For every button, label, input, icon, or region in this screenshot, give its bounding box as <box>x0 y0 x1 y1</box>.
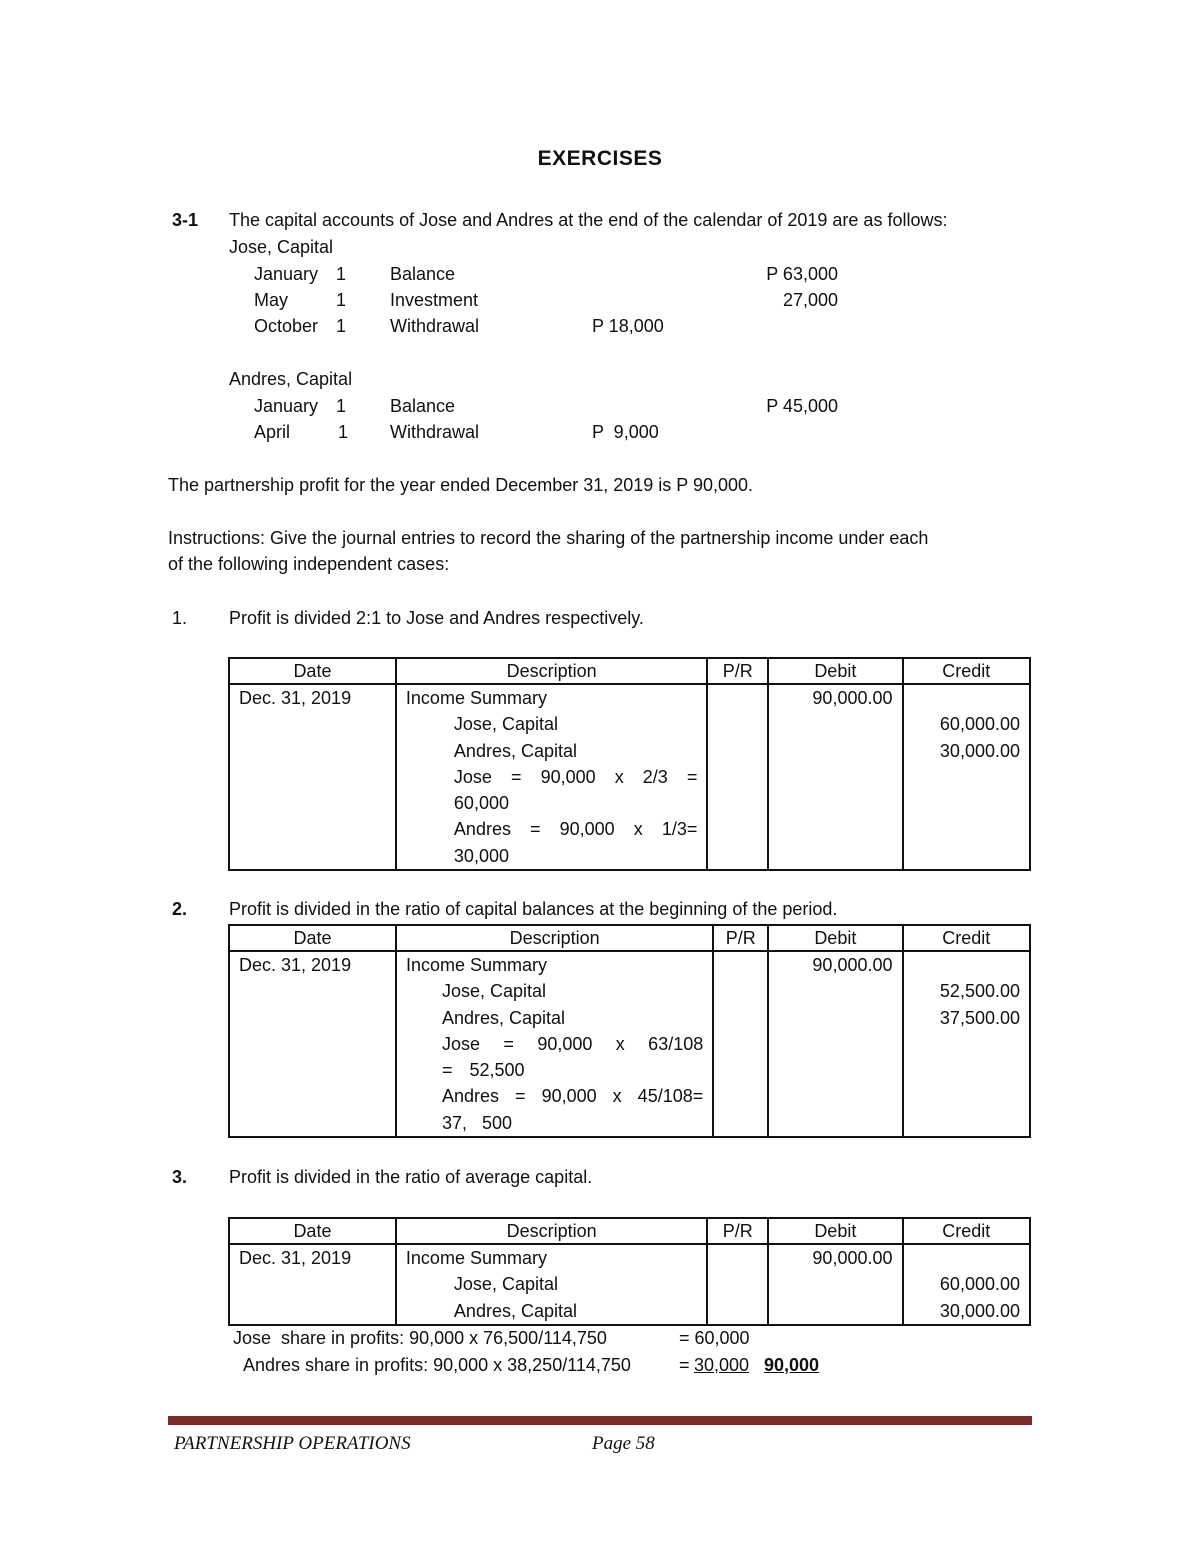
footer-section-title: PARTNERSHIP OPERATIONS <box>174 1433 411 1454</box>
ledger-month: January <box>254 396 319 416</box>
note-jose-share: Jose share in profits: 90,000 x 76,500/114,750 <box>233 1328 607 1348</box>
entry-credit <box>903 951 1031 1137</box>
entry-credit-amount: 60,000.00 <box>939 714 1020 735</box>
journal-table-case-1 <box>228 657 1031 871</box>
ledger-debit: P 9,000 <box>592 422 659 442</box>
case-number: 3. <box>172 1167 188 1187</box>
entry-account: Jose, Capital <box>453 1274 558 1295</box>
jose-capital-heading: Jose, Capital <box>229 237 334 257</box>
entry-debit: 90,000.00 <box>768 1244 902 1325</box>
ledger-desc: Withdrawal <box>390 316 480 336</box>
profit-statement: The partnership profit for the year ended December 31, 2019 is P 90,000. <box>168 475 754 495</box>
entry-debit: 90,000.00 <box>768 951 902 1137</box>
ledger-day: 1 <box>336 396 347 416</box>
table-row <box>229 684 1030 870</box>
entry-debit: 90,000.00 <box>768 684 902 870</box>
col-description: Description <box>396 658 707 684</box>
entry-credit-amount: 37,500.00 <box>939 1007 1020 1028</box>
col-pr: P/R <box>707 658 768 684</box>
ledger-desc: Investment <box>390 290 479 310</box>
ledger-credit: P 45,000 <box>766 396 838 416</box>
col-pr: P/R <box>713 925 768 951</box>
col-credit: Credit <box>903 1218 1031 1244</box>
ledger-month: January <box>254 264 319 284</box>
entry-account: Income Summary <box>405 688 547 708</box>
ledger-desc: Withdrawal <box>390 422 480 442</box>
entry-account: Andres, Capital <box>441 1007 566 1028</box>
exercise-number: 3-1 <box>172 210 199 230</box>
col-debit: Debit <box>768 925 902 951</box>
ledger-day: 1 <box>338 422 349 442</box>
entry-credit-amount: 30,000.00 <box>939 1300 1020 1321</box>
col-pr: P/R <box>707 1218 768 1244</box>
ledger-desc: Balance <box>390 396 456 416</box>
col-credit: Credit <box>903 925 1031 951</box>
entry-description <box>396 1244 707 1325</box>
entry-date: Dec. 31, 2019 <box>229 684 396 870</box>
col-credit: Credit <box>903 658 1031 684</box>
col-description: Description <box>396 1218 707 1244</box>
journal-table-case-3 <box>228 1217 1031 1326</box>
col-debit: Debit <box>768 1218 902 1244</box>
note-andres-result: 30,000 <box>694 1355 750 1375</box>
entry-description <box>396 951 713 1137</box>
ledger-month: April <box>254 422 291 442</box>
entry-credit-amount: 30,000.00 <box>939 740 1020 761</box>
ledger-desc: Balance <box>390 264 456 284</box>
col-date: Date <box>229 658 396 684</box>
ledger-day: 1 <box>336 264 347 284</box>
ledger-credit: P 63,000 <box>766 264 838 284</box>
entry-calculation: Andres = 90,000 x 45/108= 37, 500 <box>441 1086 704 1133</box>
note-andres-share: Andres share in profits: 90,000 x 38,250/114,750 <box>243 1355 631 1375</box>
journal-table-case-2 <box>228 924 1031 1138</box>
entry-credit-amount: 52,500.00 <box>939 981 1020 1002</box>
note-total: 90,000 <box>764 1355 820 1375</box>
entry-date: Dec. 31, 2019 <box>229 1244 396 1325</box>
entry-credit <box>903 684 1031 870</box>
exercise-intro: The capital accounts of Jose and Andres at the end of the calendar of 2019 are as follows: <box>229 210 948 230</box>
note-andres-equals: = <box>679 1355 690 1375</box>
entry-pr <box>713 951 768 1137</box>
entry-account: Income Summary <box>405 1248 547 1268</box>
case-text: Profit is divided in the ratio of average capital. <box>229 1167 593 1187</box>
entry-description <box>396 684 707 870</box>
ledger-credit: 27,000 <box>782 290 838 310</box>
table-row <box>229 1244 1030 1325</box>
ledger-day: 1 <box>336 290 347 310</box>
footer-page-number: Page 58 <box>592 1433 655 1454</box>
instructions-line-2: of the following independent cases: <box>168 554 450 574</box>
ledger-month: October <box>254 316 319 336</box>
ledger-day: 1 <box>336 316 347 336</box>
ledger-month: May <box>254 290 289 310</box>
entry-account: Jose, Capital <box>441 981 547 1002</box>
entry-account: Andres, Capital <box>453 1300 577 1321</box>
entry-credit <box>903 1244 1031 1325</box>
case-number: 2. <box>172 899 188 919</box>
case-text: Profit is divided in the ratio of capital balances at the beginning of the period. <box>229 899 838 919</box>
page-title: EXERCISES <box>537 147 663 170</box>
entry-calculation: Andres = 90,000 x 1/3= 30,000 <box>453 819 698 866</box>
col-date: Date <box>229 1218 396 1244</box>
entry-account: Income Summary <box>405 955 548 975</box>
case-number: 1. <box>172 608 188 628</box>
table-row <box>229 951 1030 1137</box>
entry-calculation: Jose = 90,000 x 2/3 = 60,000 <box>453 766 698 814</box>
entry-pr <box>707 1244 768 1325</box>
entry-account: Jose, Capital <box>453 714 558 735</box>
andres-capital-heading: Andres, Capital <box>229 369 353 389</box>
entry-account: Andres, Capital <box>453 740 577 761</box>
col-description: Description <box>396 925 713 951</box>
col-debit: Debit <box>768 658 902 684</box>
entry-credit-amount: 60,000.00 <box>939 1274 1020 1295</box>
entry-pr <box>707 684 768 870</box>
case-text: Profit is divided 2:1 to Jose and Andres respectively. <box>229 608 644 628</box>
instructions-line-1: Instructions: Give the journal entries to record the sharing of the partnership income under each <box>168 528 929 548</box>
ledger-debit: P 18,000 <box>592 316 664 336</box>
note-jose-result: = 60,000 <box>679 1328 750 1348</box>
entry-calculation: Jose = 90,000 x 63/108 = 52,500 <box>441 1033 704 1081</box>
entry-date: Dec. 31, 2019 <box>229 951 396 1137</box>
col-date: Date <box>229 925 396 951</box>
footer-rule <box>168 1416 1032 1425</box>
